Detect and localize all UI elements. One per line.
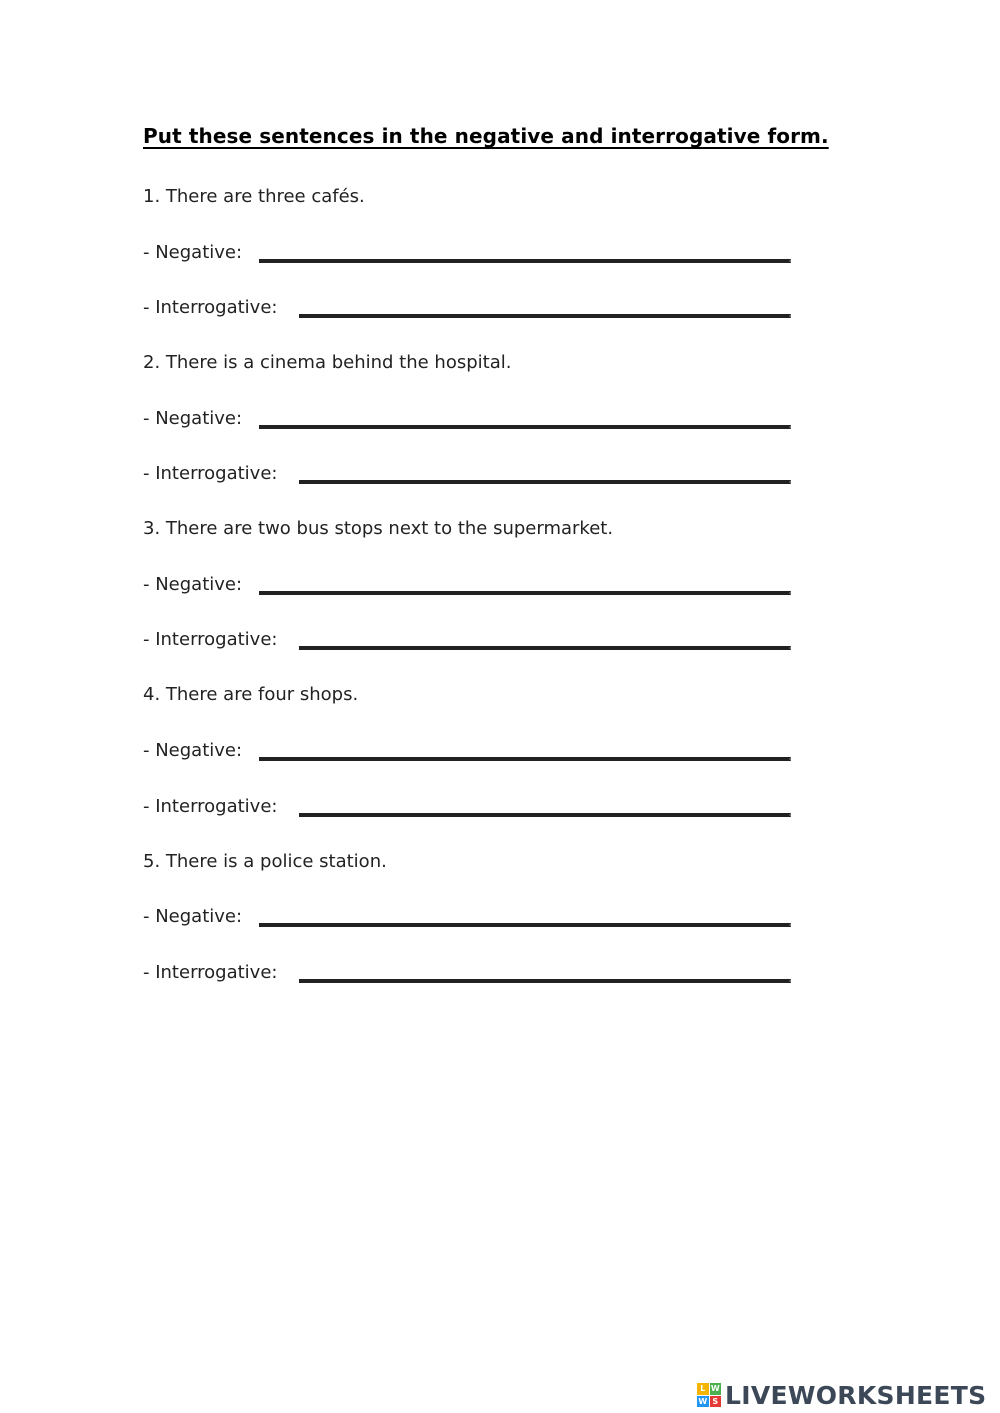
negative-label: - Negative:: [143, 408, 243, 429]
negative-row-1: [143, 240, 791, 266]
negative-answer-input-1[interactable]: [259, 259, 791, 263]
interrogative-row-5: [143, 960, 791, 986]
interrogative-label: - Interrogative:: [143, 962, 278, 983]
negative-label: - Negative:: [143, 574, 243, 595]
liveworksheets-logo-icon: [697, 1383, 721, 1407]
interrogative-row-1: [143, 295, 791, 321]
negative-answer-input-5[interactable]: [259, 923, 791, 927]
interrogative-answer-input-1[interactable]: [299, 314, 791, 318]
negative-label: - Negative:: [143, 906, 243, 927]
logo-mark-cell: L: [697, 1383, 709, 1395]
negative-answer-input-4[interactable]: [259, 757, 791, 761]
negative-row-5: [143, 904, 791, 930]
interrogative-answer-input-5[interactable]: [299, 979, 791, 983]
interrogative-label: - Interrogative:: [143, 297, 278, 318]
interrogative-row-4: [143, 794, 791, 820]
interrogative-row-2: [143, 461, 791, 487]
sentence-2: 2. There is a cinema behind the hospital.: [143, 352, 512, 373]
sentence-5: 5. There is a police station.: [143, 851, 387, 872]
interrogative-row-3: [143, 627, 791, 653]
sentence-3: 3. There are two bus stops next to the supermarket.: [143, 518, 614, 539]
interrogative-answer-input-3[interactable]: [299, 646, 791, 650]
negative-row-3: [143, 572, 791, 598]
interrogative-answer-input-4[interactable]: [299, 813, 791, 817]
sentence-4: 4. There are four shops.: [143, 684, 359, 705]
liveworksheets-logo: [697, 1378, 986, 1412]
negative-row-2: [143, 406, 791, 432]
negative-answer-input-2[interactable]: [259, 425, 791, 429]
logo-mark-cell: W: [710, 1384, 720, 1393]
negative-label: - Negative:: [143, 242, 243, 263]
worksheet-title: Put these sentences in the negative and interrogative form.: [143, 124, 829, 148]
negative-answer-input-3[interactable]: [259, 591, 791, 595]
negative-label: - Negative:: [143, 740, 243, 761]
interrogative-label: - Interrogative:: [143, 796, 278, 817]
negative-row-4: [143, 738, 791, 764]
logo-mark-cell: S: [710, 1396, 722, 1408]
logo-text: LIVEWORKSHEETS: [725, 1380, 987, 1410]
interrogative-answer-input-2[interactable]: [299, 480, 791, 484]
logo-mark-cell: W: [698, 1396, 708, 1406]
sentence-1: 1. There are three cafés.: [143, 186, 365, 207]
interrogative-label: - Interrogative:: [143, 629, 278, 650]
interrogative-label: - Interrogative:: [143, 463, 278, 484]
